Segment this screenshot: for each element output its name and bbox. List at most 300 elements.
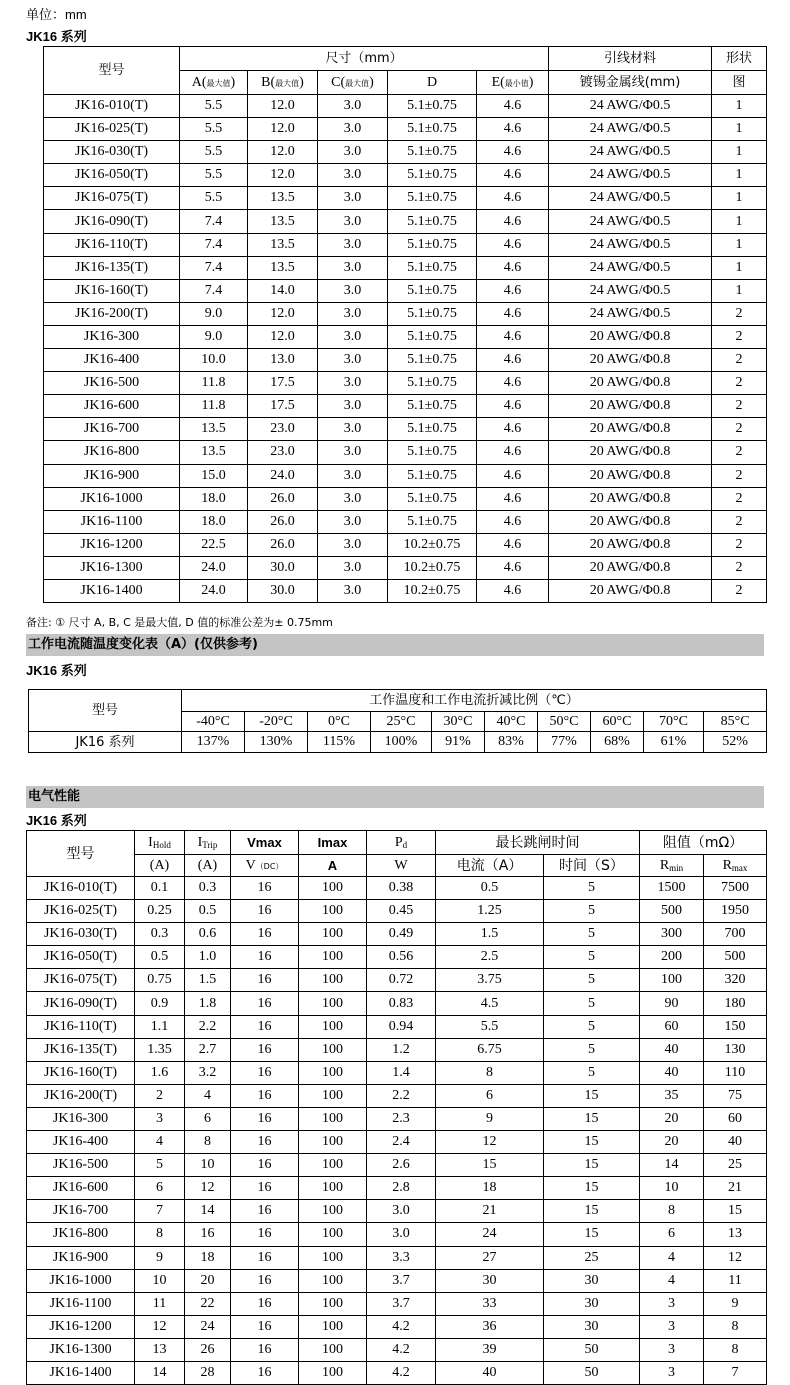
cell-c: 3.0 [318,118,388,141]
cell-model: JK16-010(T) [27,877,135,900]
cell-cur: 1.25 [436,900,544,923]
cell-e: 4.6 [477,418,549,441]
cell-cur: 1.5 [436,923,544,946]
temp-header: 30°C [432,712,485,732]
cell-model: JK16-135(T) [44,256,180,279]
cell-pd: 2.4 [367,1131,436,1154]
cell-vmax: 16 [231,877,299,900]
cell-lead: 20 AWG/Φ0.8 [549,395,712,418]
cell-e: 4.6 [477,141,549,164]
cell-rmax: 7500 [704,877,767,900]
cell-imax: 100 [299,900,367,923]
header-lead-material: 引线材料 [549,47,712,71]
cell-time: 25 [544,1246,640,1269]
cell-itrip: 12 [185,1177,231,1200]
cell-b: 13.5 [248,187,318,210]
cell-pd: 3.7 [367,1292,436,1315]
cell-itrip: 24 [185,1315,231,1338]
cell-pd: 0.45 [367,900,436,923]
cell-rmax: 9 [704,1292,767,1315]
table-row [27,1292,767,1315]
cell-e: 4.6 [477,187,549,210]
cell-lead: 20 AWG/Φ0.8 [549,325,712,348]
cell-e: 4.6 [477,210,549,233]
electrical-table [26,830,767,1385]
cell-e: 4.6 [477,487,549,510]
cell-ihold: 13 [135,1338,185,1361]
cell-model: JK16-030(T) [27,923,135,946]
cell-rmax: 1950 [704,900,767,923]
cell-ihold: 0.9 [135,992,185,1015]
cell-rmin: 90 [640,992,704,1015]
cell-shape: 2 [712,325,767,348]
cell-lead: 20 AWG/Φ0.8 [549,487,712,510]
cell-imax: 100 [299,1154,367,1177]
cell-model: JK16-050(T) [44,164,180,187]
table-row [44,418,767,441]
cell-e: 4.6 [477,556,549,579]
cell-cur: 30 [436,1269,544,1292]
cell-b: 12.0 [248,118,318,141]
table-row [27,1038,767,1061]
table-row [44,441,767,464]
cell-rmax: 25 [704,1154,767,1177]
cell-model: JK16-600 [27,1177,135,1200]
cell-rmin: 3 [640,1292,704,1315]
cell-cur: 6 [436,1084,544,1107]
cell-pd: 4.2 [367,1361,436,1384]
cell-d: 10.2±0.75 [388,556,477,579]
table-row [44,141,767,164]
header-dimensions: 尺寸（mm） [180,47,549,71]
table-row [27,877,767,900]
cell-imax: 100 [299,1361,367,1384]
cell-rmin: 14 [640,1154,704,1177]
elec-unit-imax: A [299,855,367,877]
cell-lead: 24 AWG/Φ0.5 [549,118,712,141]
cell-time: 15 [544,1223,640,1246]
elec-header-pd: $P_d$ [367,831,436,855]
cell-lead: 20 AWG/Φ0.8 [549,418,712,441]
temp-value: 91% [432,732,485,753]
cell-rmin: 6 [640,1223,704,1246]
cell-model: JK16-090(T) [27,992,135,1015]
cell-time: 5 [544,992,640,1015]
cell-b: 12.0 [248,302,318,325]
cell-lead: 24 AWG/Φ0.5 [549,279,712,302]
cell-pd: 2.2 [367,1084,436,1107]
cell-rmin: 8 [640,1200,704,1223]
cell-b: 30.0 [248,579,318,602]
cell-model: JK16-025(T) [27,900,135,923]
cell-time: 5 [544,1038,640,1061]
table-row [44,510,767,533]
cell-c: 3.0 [318,164,388,187]
cell-d: 5.1±0.75 [388,302,477,325]
cell-model: JK16-110(T) [44,233,180,256]
cell-model: JK16-1400 [44,579,180,602]
cell-lead: 20 AWG/Φ0.8 [549,441,712,464]
cell-b: 12.0 [248,164,318,187]
cell-time: 30 [544,1315,640,1338]
cell-itrip: 2.7 [185,1038,231,1061]
cell-time: 15 [544,1200,640,1223]
cell-model: JK16-200(T) [44,302,180,325]
cell-rmax: 180 [704,992,767,1015]
cell-lead: 24 AWG/Φ0.5 [549,95,712,118]
cell-c: 3.0 [318,510,388,533]
cell-model: JK16-090(T) [44,210,180,233]
table-row [27,1015,767,1038]
section-title-electrical: 电气性能 [26,786,764,808]
cell-c: 3.0 [318,372,388,395]
cell-shape: 1 [712,279,767,302]
cell-itrip: 0.5 [185,900,231,923]
cell-model: JK16-900 [44,464,180,487]
header-e: E(最小值) [477,71,549,95]
elec-header-imax: Imax [299,831,367,855]
cell-d: 5.1±0.75 [388,510,477,533]
cell-imax: 100 [299,1246,367,1269]
temp-value: 100% [371,732,432,753]
cell-d: 5.1±0.75 [388,164,477,187]
cell-rmin: 100 [640,969,704,992]
cell-pd: 1.4 [367,1061,436,1084]
cell-a: 9.0 [180,325,248,348]
header-lead-sub: 镀锡金属线(mm) [549,71,712,95]
cell-imax: 100 [299,1292,367,1315]
cell-model: JK16-075(T) [44,187,180,210]
cell-shape: 2 [712,556,767,579]
cell-pd: 0.56 [367,946,436,969]
cell-lead: 20 AWG/Φ0.8 [549,533,712,556]
cell-model: JK16-030(T) [44,141,180,164]
cell-rmax: 150 [704,1015,767,1038]
cell-time: 5 [544,923,640,946]
cell-time: 5 [544,1015,640,1038]
temp-value: 52% [704,732,767,753]
cell-a: 24.0 [180,556,248,579]
elec-header-vmax: Vmax [231,831,299,855]
cell-vmax: 16 [231,946,299,969]
cell-pd: 0.49 [367,923,436,946]
cell-rmin: 20 [640,1131,704,1154]
cell-lead: 24 AWG/Φ0.5 [549,187,712,210]
cell-b: 30.0 [248,556,318,579]
cell-model: JK16-160(T) [27,1061,135,1084]
cell-model: JK16-1000 [27,1269,135,1292]
cell-cur: 36 [436,1315,544,1338]
cell-model: JK16-1300 [44,556,180,579]
temp-value: 83% [485,732,538,753]
cell-ihold: 11 [135,1292,185,1315]
cell-c: 3.0 [318,302,388,325]
cell-ihold: 2 [135,1084,185,1107]
elec-header-ihold: $I_{Hold}$ [135,831,185,855]
cell-rmin: 4 [640,1269,704,1292]
cell-rmax: 320 [704,969,767,992]
cell-c: 3.0 [318,325,388,348]
cell-e: 4.6 [477,395,549,418]
cell-rmax: 13 [704,1223,767,1246]
header-d: D [388,71,477,95]
cell-imax: 100 [299,1223,367,1246]
cell-ihold: 10 [135,1269,185,1292]
table-row [44,533,767,556]
cell-shape: 2 [712,349,767,372]
cell-pd: 3.0 [367,1223,436,1246]
cell-c: 3.0 [318,349,388,372]
table-row [44,279,767,302]
cell-rmax: 500 [704,946,767,969]
table-row [44,118,767,141]
cell-model: JK16-400 [44,349,180,372]
cell-d: 5.1±0.75 [388,395,477,418]
cell-ihold: 0.3 [135,923,185,946]
cell-cur: 39 [436,1338,544,1361]
temp-value: 115% [308,732,371,753]
cell-model: JK16-075(T) [27,969,135,992]
cell-cur: 9 [436,1107,544,1130]
cell-c: 3.0 [318,487,388,510]
cell-a: 18.0 [180,510,248,533]
cell-ihold: 0.75 [135,969,185,992]
cell-imax: 100 [299,1315,367,1338]
cell-time: 5 [544,1061,640,1084]
cell-cur: 4.5 [436,992,544,1015]
cell-b: 13.0 [248,349,318,372]
cell-model: JK16-1000 [44,487,180,510]
cell-model: JK16-200(T) [27,1084,135,1107]
cell-b: 13.5 [248,256,318,279]
cell-ihold: 0.25 [135,900,185,923]
cell-itrip: 1.0 [185,946,231,969]
cell-model: JK16-1100 [27,1292,135,1315]
cell-imax: 100 [299,969,367,992]
cell-imax: 100 [299,1200,367,1223]
temp-header-title: 工作温度和工作电流折减比例（℃） [182,690,767,712]
elec-unit-ihold: (A) [135,855,185,877]
temp-header-model: 型号 [29,690,182,732]
cell-time: 5 [544,946,640,969]
cell-d: 5.1±0.75 [388,487,477,510]
cell-itrip: 18 [185,1246,231,1269]
cell-shape: 2 [712,395,767,418]
cell-d: 5.1±0.75 [388,141,477,164]
cell-cur: 0.5 [436,877,544,900]
table-row [44,233,767,256]
cell-vmax: 16 [231,1038,299,1061]
cell-b: 17.5 [248,395,318,418]
cell-ihold: 5 [135,1154,185,1177]
cell-cur: 27 [436,1246,544,1269]
cell-imax: 100 [299,1107,367,1130]
cell-time: 5 [544,900,640,923]
cell-cur: 6.75 [436,1038,544,1061]
cell-rmin: 40 [640,1061,704,1084]
table-row [27,946,767,969]
series-label-electrical: JK16 系列 [26,813,87,828]
temp-header: 85°C [704,712,767,732]
cell-model: JK16-1200 [27,1315,135,1338]
table-row [27,1223,767,1246]
cell-ihold: 14 [135,1361,185,1384]
cell-pd: 0.38 [367,877,436,900]
table-row [27,1131,767,1154]
cell-d: 5.1±0.75 [388,279,477,302]
cell-model: JK16-135(T) [27,1038,135,1061]
cell-a: 5.5 [180,164,248,187]
cell-c: 3.0 [318,418,388,441]
temp-header: 40°C [485,712,538,732]
cell-pd: 2.3 [367,1107,436,1130]
cell-itrip: 22 [185,1292,231,1315]
cell-rmin: 35 [640,1084,704,1107]
cell-itrip: 3.2 [185,1061,231,1084]
cell-c: 3.0 [318,210,388,233]
table-row [27,900,767,923]
elec-header-itrip: $I_{Trip}$ [185,831,231,855]
cell-cur: 18 [436,1177,544,1200]
elec-header-resistance: 阻值（mΩ） [640,831,767,855]
cell-c: 3.0 [318,187,388,210]
cell-pd: 0.94 [367,1015,436,1038]
cell-time: 15 [544,1131,640,1154]
cell-b: 26.0 [248,510,318,533]
temp-header: 50°C [538,712,591,732]
cell-b: 24.0 [248,464,318,487]
cell-model: JK16-1400 [27,1361,135,1384]
cell-model: JK16-700 [27,1200,135,1223]
cell-d: 5.1±0.75 [388,325,477,348]
cell-time: 15 [544,1107,640,1130]
cell-itrip: 6 [185,1107,231,1130]
cell-model: JK16-010(T) [44,95,180,118]
cell-d: 5.1±0.75 [388,118,477,141]
cell-vmax: 16 [231,1361,299,1384]
cell-rmin: 3 [640,1315,704,1338]
table-row [27,1084,767,1107]
cell-shape: 2 [712,510,767,533]
cell-e: 4.6 [477,510,549,533]
cell-rmax: 7 [704,1361,767,1384]
cell-shape: 2 [712,372,767,395]
cell-vmax: 16 [231,1015,299,1038]
cell-a: 5.5 [180,187,248,210]
cell-cur: 5.5 [436,1015,544,1038]
table-row [44,487,767,510]
cell-itrip: 8 [185,1131,231,1154]
cell-imax: 100 [299,1084,367,1107]
cell-a: 13.5 [180,418,248,441]
header-model: 型号 [44,47,180,95]
cell-imax: 100 [299,923,367,946]
cell-a: 7.4 [180,256,248,279]
header-a: A(最大值) [180,71,248,95]
cell-b: 12.0 [248,95,318,118]
cell-vmax: 16 [231,1061,299,1084]
table-row [27,969,767,992]
cell-lead: 20 AWG/Φ0.8 [549,556,712,579]
cell-c: 3.0 [318,95,388,118]
cell-rmin: 3 [640,1338,704,1361]
elec-header-rmin: $R_{min}$ [640,855,704,877]
cell-cur: 3.75 [436,969,544,992]
cell-d: 5.1±0.75 [388,210,477,233]
table-row [27,1315,767,1338]
cell-b: 26.0 [248,487,318,510]
temp-header: 0°C [308,712,371,732]
cell-rmin: 1500 [640,877,704,900]
cell-ihold: 7 [135,1200,185,1223]
cell-model: JK16-1100 [44,510,180,533]
cell-model: JK16-500 [44,372,180,395]
cell-rmax: 8 [704,1315,767,1338]
cell-time: 15 [544,1177,640,1200]
cell-vmax: 16 [231,1107,299,1130]
cell-ihold: 1.1 [135,1015,185,1038]
cell-lead: 24 AWG/Φ0.5 [549,141,712,164]
cell-rmax: 700 [704,923,767,946]
cell-ihold: 9 [135,1246,185,1269]
table-row [27,1269,767,1292]
table-row [44,372,767,395]
cell-cur: 2.5 [436,946,544,969]
cell-time: 50 [544,1338,640,1361]
cell-cur: 8 [436,1061,544,1084]
temp-value: 137% [182,732,245,753]
cell-b: 13.5 [248,233,318,256]
cell-model: JK16-400 [27,1131,135,1154]
elec-header-rmax: $R_{max}$ [704,855,767,877]
cell-pd: 3.0 [367,1200,436,1223]
cell-vmax: 16 [231,923,299,946]
cell-a: 22.5 [180,533,248,556]
header-b: B(最大值) [248,71,318,95]
cell-e: 4.6 [477,279,549,302]
cell-lead: 20 AWG/Φ0.8 [549,372,712,395]
cell-imax: 100 [299,1338,367,1361]
cell-cur: 33 [436,1292,544,1315]
cell-c: 3.0 [318,395,388,418]
cell-ihold: 1.35 [135,1038,185,1061]
cell-b: 17.5 [248,372,318,395]
cell-itrip: 4 [185,1084,231,1107]
cell-b: 23.0 [248,441,318,464]
cell-d: 5.1±0.75 [388,233,477,256]
table-row [27,1246,767,1269]
cell-lead: 24 AWG/Φ0.5 [549,233,712,256]
cell-cur: 12 [436,1131,544,1154]
cell-d: 5.1±0.75 [388,372,477,395]
cell-imax: 100 [299,1015,367,1038]
footnote: 备注: ① 尺寸 A, B, C 是最大值, D 值的标准公差为± 0.75mm [26,616,333,629]
cell-lead: 20 AWG/Φ0.8 [549,464,712,487]
cell-lead: 24 AWG/Φ0.5 [549,164,712,187]
cell-rmax: 110 [704,1061,767,1084]
cell-c: 3.0 [318,533,388,556]
temperature-table [28,689,767,753]
cell-model: JK16-300 [44,325,180,348]
cell-a: 7.4 [180,210,248,233]
cell-e: 4.6 [477,533,549,556]
temp-value: 77% [538,732,591,753]
cell-e: 4.6 [477,464,549,487]
header-c: C(最大值) [318,71,388,95]
cell-shape: 2 [712,302,767,325]
cell-pd: 0.72 [367,969,436,992]
cell-itrip: 1.8 [185,992,231,1015]
